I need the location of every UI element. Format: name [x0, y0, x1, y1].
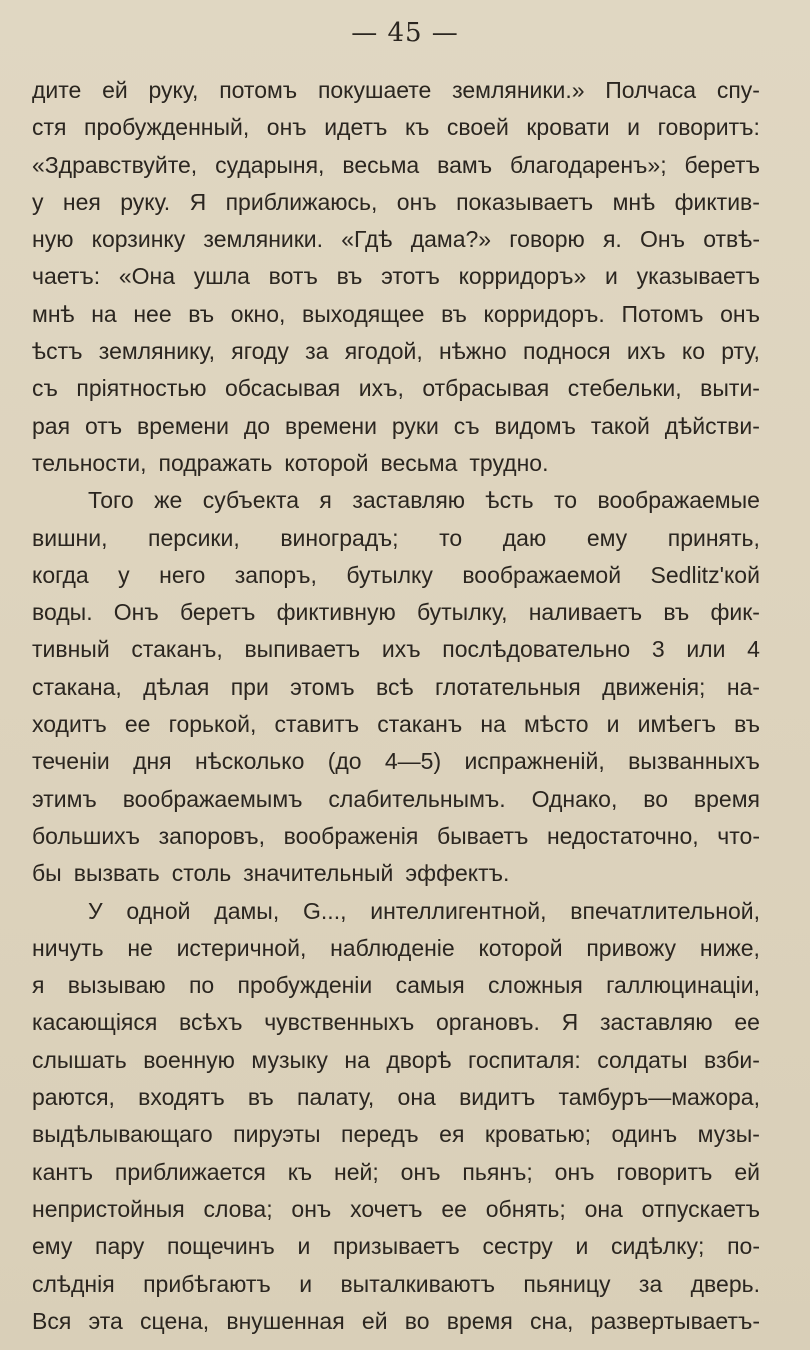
text-line: ничуть не истеричной, наблюденіе которой привожу ниже,: [32, 934, 760, 961]
text-line: касающіяся всѣхъ чувственныхъ органовъ. Я заставляю ее: [32, 1009, 760, 1036]
text-line: чаетъ: «Она ушла вотъ въ этотъ корридоръ» и указываетъ: [32, 263, 760, 290]
text-line: вишни, персики, виноградъ; то даю ему принять,: [32, 524, 760, 551]
text-line: раются, входятъ въ палату, она видитъ тамбуръ—мажора,: [32, 1084, 760, 1111]
page-number: — 45 —: [351, 18, 459, 48]
text-line: бы вызвать столь значительный эффектъ.: [32, 860, 510, 887]
text-line: дите ей руку, потомъ покушаете земляники.» Полчаса спу-: [32, 77, 760, 103]
text-line: я вызываю по пробужденіи самыя сложныя галлюцинаціи,: [32, 972, 760, 999]
text-line: выдѣлывающаго пируэты передъ ея кроватью; одинъ музы-: [32, 1121, 760, 1148]
text-line: кантъ приближается къ ней; онъ пьянъ; онъ говоритъ ей: [32, 1158, 760, 1185]
text-line: У одной дамы, G..., интеллигентной, впечатлительной,: [88, 897, 760, 924]
text-line: большихъ запоровъ, воображенія бываетъ недостаточно, что-: [32, 822, 760, 849]
text-line: рая отъ времени до времени руки съ видомъ такой дѣйстви-: [32, 412, 760, 439]
text-line: когда у него запоръ, бутылку воображаемой Sedlitz'кой: [32, 561, 760, 588]
text-line: тельности, подражать которой весьма трудно.: [32, 449, 549, 476]
text-line: стакана, дѣлая при этомъ всѣ глотательныя движенія; на-: [32, 673, 760, 700]
text-line: этимъ воображаемымъ слабительнымъ. Однако, во время: [32, 785, 760, 812]
text-line: у нея руку. Я приближаюсь, онъ показываетъ мнѣ фиктив-: [32, 188, 760, 215]
text-line: слѣднія прибѣгаютъ и выталкиваютъ пьяницу за дверь.: [32, 1270, 760, 1297]
text-line: непристойныя слова; онъ хочетъ ее обнять; она отпускаетъ: [32, 1195, 760, 1222]
text-line: ную корзинку земляники. «Гдѣ дама?» говорю я. Онъ отвѣ-: [32, 226, 760, 253]
text-line: тивный стаканъ, выпиваетъ ихъ послѣдовательно 3 или 4: [32, 636, 760, 663]
text-line: воды. Онъ беретъ фиктивную бутылку, наливаетъ въ фик-: [32, 599, 760, 626]
text-line: Вся эта сцена, внушенная ей во время сна, развертываетъ-: [32, 1307, 760, 1334]
text-line: стя пробужденный, онъ идетъ къ своей кровати и говоритъ:: [32, 114, 760, 141]
text-line: мнѣ на нее въ окно, выходящее въ корридоръ. Потомъ онъ: [32, 300, 760, 327]
text-line: Того же субъекта я заставляю ѣсть то воображаемые: [88, 487, 760, 514]
body-text: [32, 72, 760, 1340]
text-line: слышать военную музыку на дворѣ госпиталя: солдаты взби-: [32, 1046, 760, 1073]
text-line: съ пріятностью обсасывая ихъ, отбрасывая стебельки, выти-: [32, 375, 760, 402]
text-line: ѣстъ землянику, ягоду за ягодой, нѣжно поднося ихъ ко рту,: [32, 338, 760, 365]
text-line: «Здравствуйте, сударыня, весьма вамъ благодаренъ»; беретъ: [32, 151, 760, 178]
text-line: теченіи дня нѣсколько (до 4—5) испражненій, вызванныхъ: [32, 748, 760, 775]
text-line: ходитъ ее горькой, ставитъ стаканъ на мѣсто и имѣегъ въ: [32, 711, 760, 738]
text-line: ему пару пощечинъ и призываетъ сестру и сидѣлку; по-: [32, 1233, 760, 1260]
